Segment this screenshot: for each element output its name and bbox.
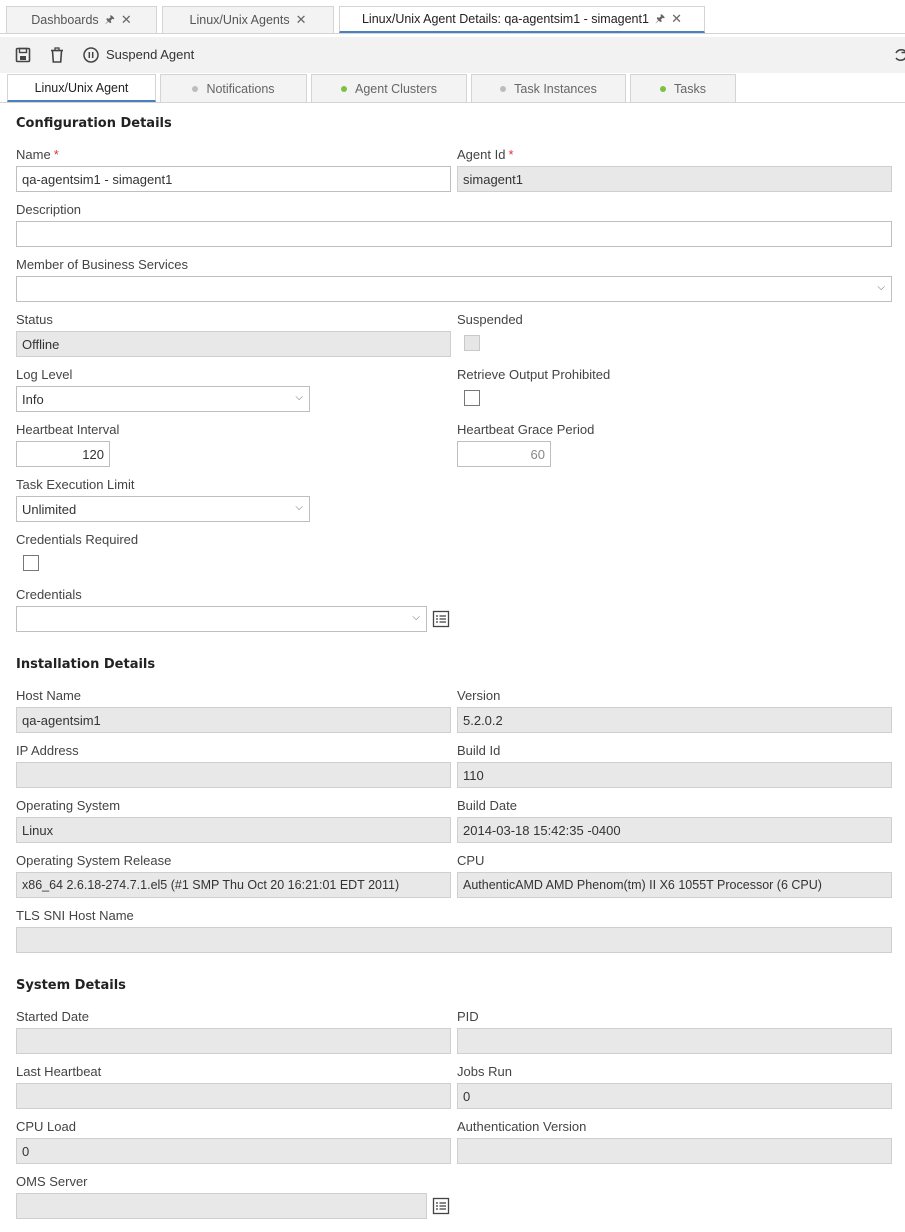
host-name-field	[16, 707, 451, 733]
list-lookup-icon[interactable]	[432, 610, 450, 628]
cpu-value: AuthenticAMD AMD Phenom(tm) II X6 1055T Processor (6 CPU)	[463, 878, 822, 892]
status-field	[16, 331, 451, 357]
credentials-required-checkbox[interactable]	[23, 555, 39, 571]
cpu-load-field	[16, 1138, 451, 1164]
toolbar	[0, 37, 905, 73]
tab-label: Linux/Unix Agent Details: qa-agentsim1 - simagent1	[361, 12, 649, 26]
subtab-notifications[interactable]	[160, 74, 307, 102]
heartbeat-grace-input[interactable]	[457, 441, 551, 467]
os-release-value: x86_64 2.6.18-274.7.1.el5 (#1 SMP Thu Oct 20 16:21:01 EDT 2011)	[22, 878, 400, 892]
agent-id-value: simagent1	[463, 171, 523, 187]
subtab-label: Agent Clusters	[355, 81, 437, 96]
heartbeat-interval-value: 120	[82, 446, 104, 462]
ip-address-label: IP Address	[16, 743, 79, 758]
operating-system-field	[16, 817, 451, 843]
credentials-select[interactable]	[16, 606, 427, 632]
tab-dashboards[interactable]	[6, 6, 157, 33]
chevron-down-icon: ⌵	[877, 282, 885, 293]
last-heartbeat-label: Last Heartbeat	[16, 1064, 102, 1079]
jobs-run-value: 0	[463, 1088, 471, 1104]
tab-linux-unix-agents[interactable]	[162, 6, 334, 33]
subtab-agent-clusters[interactable]	[311, 74, 467, 102]
log-level-select[interactable]	[16, 386, 310, 412]
suspend-agent-button[interactable]: Suspend Agent	[106, 47, 195, 62]
task-execution-limit-select[interactable]	[16, 496, 310, 522]
started-date-field	[16, 1028, 451, 1054]
chevron-down-icon: ⌵	[412, 612, 420, 623]
tab-agent-details[interactable]	[339, 6, 705, 33]
retrieve-output-checkbox[interactable]	[464, 390, 480, 406]
status-dot-icon	[341, 86, 347, 92]
tab-label: Dashboards	[31, 13, 99, 27]
installation-details-heading: Installation Details	[16, 657, 156, 672]
host-name-label: Host Name	[16, 688, 82, 703]
status-label: Status	[16, 312, 53, 327]
agent-id-label: Agent Id *	[457, 147, 514, 162]
heartbeat-interval-input[interactable]	[16, 441, 110, 467]
credentials-label: Credentials	[16, 587, 82, 602]
subtab-label: Linux/Unix Agent	[34, 80, 129, 95]
list-lookup-icon[interactable]	[432, 1197, 450, 1215]
build-date-field	[457, 817, 892, 843]
cpu-load-label: CPU Load	[16, 1119, 76, 1134]
operating-system-value: Linux	[22, 822, 54, 838]
subtab-label: Notifications	[206, 81, 275, 96]
pin-icon[interactable]: 🖈	[654, 12, 666, 25]
cpu-load-value: 0	[22, 1143, 30, 1159]
oms-server-label: OMS Server	[16, 1174, 88, 1189]
pin-icon[interactable]: 🖈	[104, 13, 115, 26]
name-label: Name *	[16, 147, 59, 162]
subtab-tasks[interactable]	[630, 74, 736, 102]
build-id-field	[457, 762, 892, 788]
jobs-run-label: Jobs Run	[457, 1064, 512, 1079]
status-value: Offline	[22, 336, 60, 352]
subtab-label: Task Instances	[514, 81, 597, 96]
status-dot-icon	[500, 86, 506, 92]
build-id-label: Build Id	[457, 743, 501, 758]
refresh-icon[interactable]	[892, 46, 905, 64]
suspended-label: Suspended	[457, 312, 523, 327]
operating-system-label: Operating System	[16, 798, 121, 813]
tls-sni-host-field	[16, 927, 892, 953]
description-label: Description	[16, 202, 82, 217]
tls-sni-host-label: TLS SNI Host Name	[16, 908, 134, 923]
configuration-details-heading: Configuration Details	[16, 116, 172, 131]
status-dot-icon	[192, 86, 198, 92]
subtab-task-instances[interactable]	[471, 74, 626, 102]
build-date-label: Build Date	[457, 798, 517, 813]
heartbeat-grace-value: 60	[530, 446, 545, 462]
last-heartbeat-field	[16, 1083, 451, 1109]
version-field	[457, 707, 892, 733]
log-level-value: Info	[22, 391, 44, 407]
subtab-linux-unix-agent[interactable]	[7, 74, 156, 102]
chevron-down-icon: ⌵	[295, 502, 303, 513]
system-details-heading: System Details	[16, 978, 126, 993]
version-value: 5.2.0.2	[463, 712, 503, 728]
chevron-down-icon: ⌵	[295, 392, 303, 403]
agent-id-field	[457, 166, 892, 192]
close-icon[interactable]: ✕	[671, 11, 683, 26]
pid-label: PID	[457, 1009, 479, 1024]
authentication-version-field	[457, 1138, 892, 1164]
save-icon[interactable]	[14, 46, 32, 64]
task-limit-value: Unlimited	[22, 501, 77, 517]
heartbeat-grace-label: Heartbeat Grace Period	[457, 422, 595, 437]
credentials-required-label: Credentials Required	[16, 532, 139, 547]
cpu-field	[457, 872, 892, 898]
ip-address-field	[16, 762, 451, 788]
subtab-label: Tasks	[674, 81, 706, 96]
description-input[interactable]	[16, 221, 892, 247]
authentication-version-label: Authentication Version	[457, 1119, 587, 1134]
jobs-run-field	[457, 1083, 892, 1109]
tab-divider	[0, 33, 905, 34]
delete-icon[interactable]	[48, 46, 66, 64]
cpu-label: CPU	[457, 853, 485, 868]
build-date-value: 2014-03-18 15:42:35 -0400	[463, 822, 621, 838]
task-execution-limit-label: Task Execution Limit	[16, 477, 135, 492]
subtab-divider	[0, 102, 905, 103]
member-business-services-select[interactable]	[16, 276, 892, 302]
heartbeat-interval-label: Heartbeat Interval	[16, 422, 120, 437]
retrieve-output-label: Retrieve Output Prohibited	[457, 367, 611, 382]
suspended-checkbox	[464, 335, 480, 351]
name-input[interactable]	[16, 166, 451, 192]
pause-icon[interactable]	[82, 46, 100, 64]
oms-server-field	[16, 1193, 427, 1219]
build-id-value: 110	[463, 767, 484, 783]
version-label: Version	[457, 688, 501, 703]
close-icon[interactable]: ✕	[295, 12, 307, 27]
os-release-label: Operating System Release	[16, 853, 172, 868]
host-name-value: qa-agentsim1	[22, 712, 101, 728]
name-value: qa-agentsim1 - simagent1	[22, 171, 173, 187]
close-icon[interactable]: ✕	[120, 12, 132, 27]
pid-field	[457, 1028, 892, 1054]
member-business-services-label: Member of Business Services	[16, 257, 188, 272]
status-dot-icon	[660, 86, 666, 92]
started-date-label: Started Date	[16, 1009, 89, 1024]
os-release-field	[16, 872, 451, 898]
log-level-label: Log Level	[16, 367, 73, 382]
tab-label: Linux/Unix Agents	[189, 13, 290, 27]
